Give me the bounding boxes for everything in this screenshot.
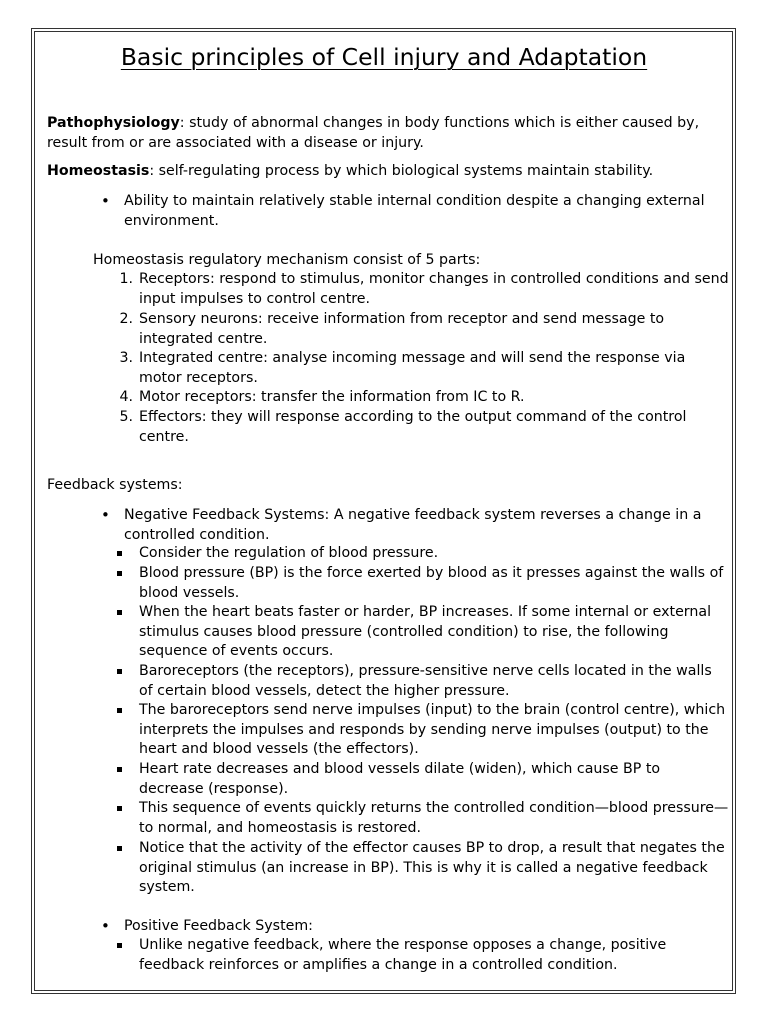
pathophysiology-definition <box>47 114 727 153</box>
list-number: 3. <box>119 350 133 366</box>
square-bullet <box>117 571 122 576</box>
list-item: Unlike negative feedback, where the response opposes a change, positive feedback reinforces or amplifies a change in a controlled condition. <box>139 937 667 973</box>
list-number: 5. <box>119 409 133 425</box>
list-number: 4. <box>119 389 133 405</box>
pathophysiology-text: : study of abnormal changes in body functions which is either caused by, result from or are associated with a disease or injury. <box>47 115 700 151</box>
list-number: 2. <box>119 311 133 327</box>
square-bullet <box>117 669 122 674</box>
list-number: 1. <box>119 271 133 287</box>
list-item: This sequence of events quickly returns the controlled condition—blood pressure—to normal, and homeostasis is restored. <box>139 800 729 836</box>
bullet-dot: • <box>101 192 110 210</box>
negative-feedback-text: Negative Feedback Systems: A negative feedback system reverses a change in a controlled condition. <box>124 507 702 543</box>
list-item: The baroreceptors send nerve impulses (input) to the brain (control centre), which interprets the impulses and responds by sending nerve impulses (output) to the heart and blood vessels (the effectors). <box>139 702 726 758</box>
homeostasis-definition <box>47 162 727 182</box>
list-item: Effectors: they will response according to the output command of the control centre. <box>139 409 687 445</box>
square-bullet <box>117 846 122 851</box>
feedback-heading: Feedback systems: <box>47 477 183 493</box>
list-item: Blood pressure (BP) is the force exerted by blood as it presses against the walls of blood vessels. <box>139 565 724 601</box>
square-bullet <box>117 708 122 713</box>
homeostasis-term: Homeostasis <box>47 163 150 179</box>
list-item: Receptors: respond to stimulus, monitor changes in controlled conditions and send input impulses to control centre. <box>139 271 729 307</box>
bullet-dot: • <box>101 917 110 935</box>
mechanism-intro: Homeostasis regulatory mechanism consist of 5 parts: <box>93 252 481 268</box>
list-item: Motor receptors: transfer the information from IC to R. <box>139 389 525 405</box>
document-title: Basic principles of Cell injury and Adaptation <box>120 43 648 71</box>
list-item: Integrated centre: analyse incoming message and will send the response via motor receptors. <box>139 350 686 386</box>
list-item: When the heart beats faster or harder, BP increases. If some internal or external stimulus causes blood pressure (controlled condition) to rise, the following sequence of events occurs. <box>139 604 712 660</box>
pathophysiology-term: Pathophysiology <box>47 115 180 131</box>
positive-feedback-text: Positive Feedback System: <box>124 918 313 934</box>
homeostasis-bullet: Ability to maintain relatively stable internal condition despite a changing external environment. <box>124 193 705 229</box>
square-bullet <box>117 943 122 948</box>
list-item: Sensory neurons: receive information from receptor and send message to integrated centre. <box>139 311 665 347</box>
square-bullet <box>117 767 122 772</box>
homeostasis-text: : self-regulating process by which biological systems maintain stability. <box>149 163 654 179</box>
square-bullet <box>117 806 122 811</box>
list-item: Notice that the activity of the effector causes BP to drop, a result that negates the original stimulus (an increase in BP). This is why it is called a negative feedback system. <box>139 840 725 896</box>
square-bullet <box>117 610 122 615</box>
bullet-dot: • <box>101 506 110 524</box>
list-item: Baroreceptors (the receptors), pressure-sensitive nerve cells located in the walls of certain blood vessels, detect the higher pressure. <box>139 663 712 699</box>
square-bullet <box>117 551 122 556</box>
list-item: Consider the regulation of blood pressure. <box>139 545 439 561</box>
list-item: Heart rate decreases and blood vessels dilate (widen), which cause BP to decrease (response). <box>139 761 661 797</box>
